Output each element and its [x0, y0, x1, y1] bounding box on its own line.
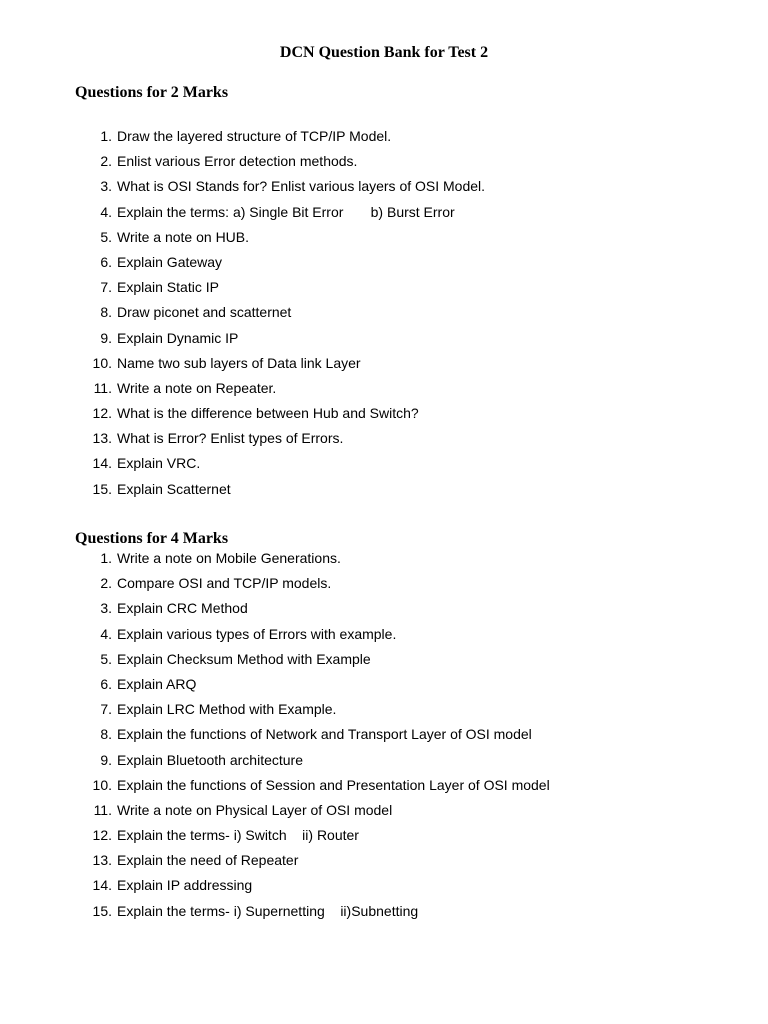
question-text: Explain IP addressing: [117, 877, 253, 894]
question-text: Explain CRC Method: [117, 600, 248, 617]
question-number: 11.: [93, 379, 112, 396]
question-text: Explain VRC.: [117, 455, 201, 472]
question-text: Compare OSI and TCP/IP models.: [117, 575, 332, 592]
question-text: Explain the functions of Session and Presentation Layer of OSI model: [117, 776, 550, 793]
question-number: 14.: [92, 877, 112, 894]
question-text: Draw piconet and scatternet: [117, 304, 292, 321]
question-number: 14.: [92, 455, 112, 472]
question-text: Explain the terms- i) Supernetting ii)Subnetting: [117, 902, 419, 919]
question-number: 15.: [92, 902, 112, 919]
question-text: Explain various types of Errors with example.: [117, 625, 397, 642]
question-text: Write a note on HUB.: [117, 228, 250, 245]
question-number: 5.: [100, 650, 112, 667]
question-number: 12.: [92, 827, 112, 844]
question-number: 8.: [100, 304, 112, 321]
question-text: Explain the need of Repeater: [117, 852, 299, 869]
question-number: 5.: [100, 228, 112, 245]
question-text: Draw the layered structure of TCP/IP Model.: [117, 128, 392, 144]
question-text: What is OSI Stands for? Enlist various layers of OSI Model.: [117, 178, 486, 195]
question-number: 4.: [100, 203, 112, 220]
question-text: Explain LRC Method with Example.: [117, 701, 337, 718]
question-number: 4.: [100, 625, 112, 642]
question-number: 2.: [100, 575, 112, 592]
question-text: Explain Checksum Method with Example: [117, 650, 371, 667]
question-text: Explain Gateway: [117, 253, 223, 270]
question-text: Explain Scatternet: [117, 480, 231, 497]
question-number: 6.: [100, 253, 112, 270]
question-text: Enlist various Error detection methods.: [117, 153, 358, 170]
document-title: DCN Question Bank for Test 2: [279, 44, 489, 61]
question-text: Write a note on Repeater.: [117, 379, 277, 396]
question-text: Explain the functions of Network and Transport Layer of OSI model: [117, 726, 532, 743]
question-number: 13.: [92, 430, 112, 447]
question-number: 1.: [100, 550, 112, 566]
question-number: 7.: [100, 279, 112, 296]
question-number: 10.: [92, 354, 112, 371]
question-number: 10.: [92, 776, 112, 793]
question-number: 13.: [92, 852, 112, 869]
question-number: 7.: [100, 701, 112, 718]
question-text: Explain Dynamic IP: [117, 329, 239, 346]
question-text: Explain the terms- i) Switch ii) Router: [117, 827, 359, 844]
section-heading-4-marks: Questions for 4 Marks: [75, 530, 229, 547]
question-text: What is Error? Enlist types of Errors.: [117, 430, 344, 447]
question-text: Write a note on Physical Layer of OSI model: [117, 801, 393, 818]
question-number: 3.: [100, 178, 112, 195]
question-number: 8.: [100, 726, 112, 743]
question-number: 6.: [100, 675, 112, 692]
question-number: 2.: [100, 153, 112, 170]
question-number: 15.: [92, 480, 112, 497]
question-number: 9.: [100, 329, 112, 346]
question-text: Explain Bluetooth architecture: [117, 751, 303, 768]
question-number: 3.: [100, 600, 112, 617]
question-number: 9.: [100, 751, 112, 768]
question-text: Write a note on Mobile Generations.: [117, 550, 341, 566]
question-text: Explain Static IP: [117, 279, 219, 296]
section-heading-2-marks: Questions for 2 Marks: [75, 84, 229, 101]
question-number: 12.: [92, 405, 112, 422]
question-text: Name two sub layers of Data link Layer: [117, 354, 361, 371]
question-text: What is the difference between Hub and Switch?: [117, 405, 419, 422]
question-text: Explain the terms: a) Single Bit Error b) Burst Error: [117, 203, 455, 220]
question-number: 11.: [93, 801, 112, 818]
question-text: Explain ARQ: [117, 675, 197, 692]
question-number: 1.: [100, 128, 112, 144]
